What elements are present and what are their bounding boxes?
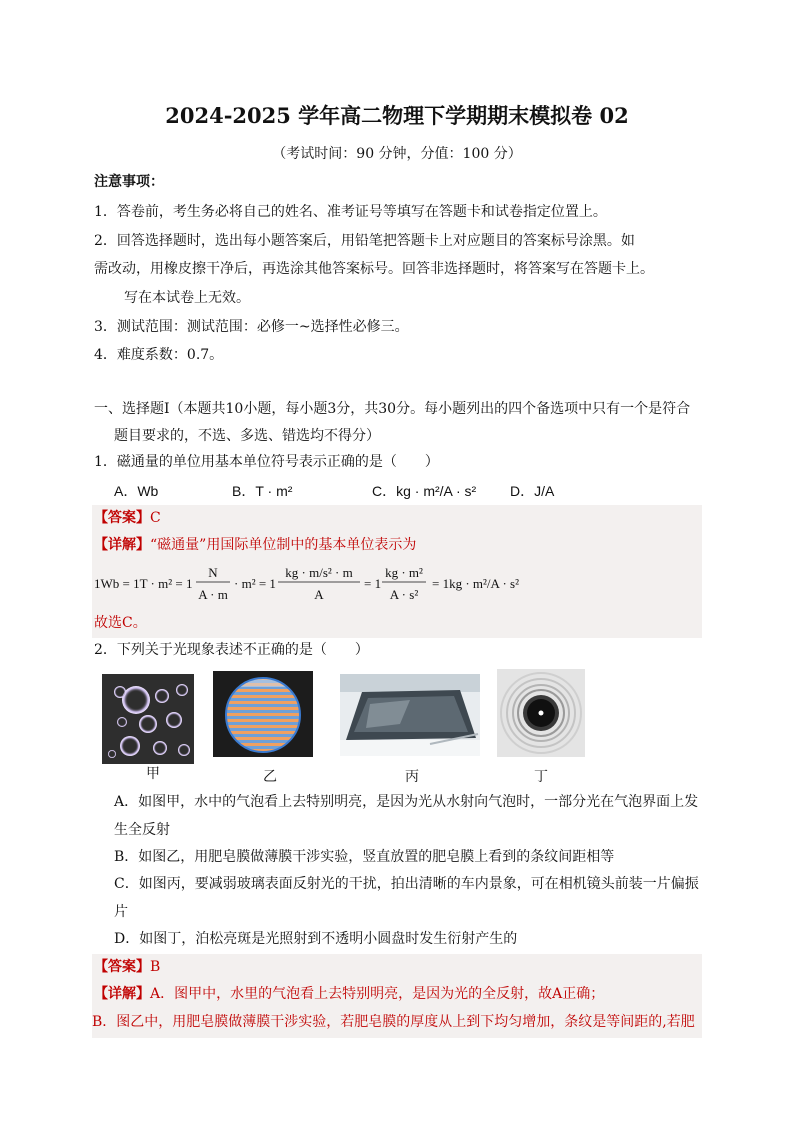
formula-mid-2: = 1 [364, 576, 382, 591]
formula-mid-1: · m² = 1 [234, 576, 276, 591]
question-1-option-c: C．kg · m²/A · s² [372, 483, 477, 499]
question-2-option-a-line-1: A．如图甲，水中的气泡看上去特别明亮，是因为光从水射向气泡时，一部分光在气泡界面上发 [114, 794, 699, 810]
figure-car-windshield [340, 674, 480, 756]
question-2-stem: 2．下列关于光现象表述不正确的是（ ） [94, 642, 369, 658]
caption-jia: 甲 [146, 766, 160, 782]
fraction-2-numerator: kg · m/s² · m [285, 565, 353, 580]
fraction-1-denominator: A · m [198, 587, 228, 602]
exam-info: （考试时间：90 分钟，分值：100 分） [272, 146, 522, 162]
figure-poisson-spot [497, 669, 585, 757]
question-2-option-d: D．如图丁，泊松亮斑是光照射到不透明小圆盘时发生衍射产生的 [114, 931, 518, 947]
answer-tag: 【答案】 [94, 510, 150, 526]
detail-text: “磁通量”用国际单位制中的基本单位表示为 [150, 537, 417, 553]
detail-tag: 【详解】 [94, 537, 150, 553]
note-item-2-line-1: 2．回答选择题时，选出每小题答案后，用铅笔把答题卡上对应题目的答案标号涂黑。如 [94, 233, 635, 249]
question-2-option-c-line-2: 片 [114, 904, 128, 920]
question-1-option-d: D．J/A [510, 483, 555, 499]
section-heading-line-1: 一、选择题Ⅰ（本题共10小题，每小题3分，共30分。每小题列出的四个备选项中只有一个是符合 [94, 401, 691, 417]
notes-heading: 注意事项： [94, 174, 164, 190]
answer-value: C [150, 510, 161, 526]
formula-lhs: 1Wb = 1T · m² = 1 [94, 576, 193, 591]
fraction-3-denominator: A · s² [389, 587, 419, 602]
note-item-2-line-2: 需改动，用橡皮擦干净后，再选涂其他答案标号。回答非选择题时，将答案写在答题卡上。 [94, 261, 654, 277]
fraction-2-denominator: A [314, 587, 324, 602]
question-2-detail-line-2: B．图乙中，用肥皂膜做薄膜干涉实验，若肥皂膜的厚度从上到下均匀增加，条纹是等间距的,若肥 [92, 1014, 695, 1030]
question-1-conclusion: 故选C。 [94, 615, 147, 631]
caption-yi: 乙 [263, 769, 277, 785]
question-2-option-c-line-1: C．如图丙，要减弱玻璃表面反射光的干扰，拍出清晰的车内景象，可在相机镜头前装一片偏振 [114, 876, 699, 892]
caption-bing: 丙 [405, 769, 419, 785]
question-2-detail-line-1 [94, 984, 604, 1004]
question-1-answer [94, 508, 161, 528]
note-item-4: 4．难度系数：0.7。 [94, 347, 224, 363]
note-item-2-line-3: 写在本试卷上无效。 [124, 290, 250, 306]
caption-ding: 丁 [534, 769, 548, 785]
fraction-1-numerator: N [208, 565, 218, 580]
note-item-3: 3．测试范围：测试范围：必修一~选择性必修三。 [94, 319, 409, 335]
question-1-option-a: A．Wb [114, 483, 159, 499]
question-2-option-b: B．如图乙，用肥皂膜做薄膜干涉实验，竖直放置的肥皂膜上看到的条纹间距相等 [114, 849, 615, 865]
question-2-option-a-line-2: 生全反射 [114, 822, 170, 838]
question-2-answer [94, 957, 160, 977]
note-item-1: 1．答卷前，考生务必将自己的姓名、准考证号等填写在答题卡和试卷指定位置上。 [94, 204, 607, 220]
formula-rhs: = 1kg · m²/A · s² [432, 576, 519, 591]
question-1-detail [94, 535, 416, 555]
figure-soap-film [213, 671, 313, 757]
figure-bubbles [102, 674, 194, 764]
question-1-option-b: B．T · m² [232, 483, 293, 499]
page-title: 2024-2025 学年高二物理下学期期末模拟卷 02 [165, 103, 629, 128]
detail-text: A．图甲中，水里的气泡看上去特别明亮，是因为光的全反射，故A正确； [150, 986, 605, 1002]
detail-tag: 【详解】 [94, 986, 150, 1002]
question-1-stem: 1．磁通量的单位用基本单位符号表示正确的是（ ） [94, 454, 439, 470]
question-1-formula [92, 558, 612, 608]
answer-tag: 【答案】 [94, 959, 150, 975]
fraction-3-numerator: kg · m² [385, 565, 423, 580]
answer-value: B [150, 959, 161, 975]
section-heading-line-2: 题目要求的，不选、多选、错选均不得分） [114, 428, 380, 444]
